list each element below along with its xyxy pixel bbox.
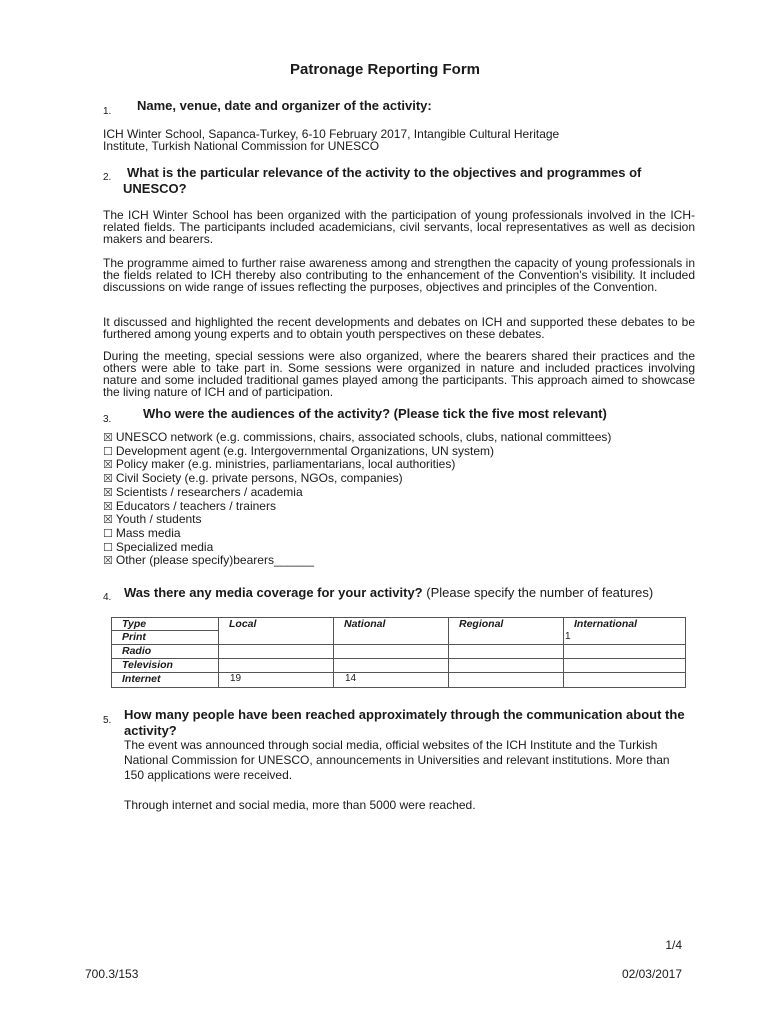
option-label: Educators / teachers / trainers [115, 498, 276, 513]
q2-question: What is the particular relevance of the activity to the objectives and programmes of [127, 165, 642, 180]
q3-heading [103, 406, 607, 427]
audience-option-unesco-network[interactable] [103, 431, 611, 445]
checkbox-unchecked-icon[interactable]: ☐ [103, 526, 113, 540]
audience-option-development-agent[interactable] [103, 445, 611, 459]
q2-paragraph: It discussed and highlighted the recent developments and debates on ICH and supported these debates to be furthered among young experts and to obtain youth perspectives on these debates. [103, 315, 695, 341]
checkbox-unchecked-icon[interactable]: ☐ [103, 444, 113, 458]
header-international: International [564, 618, 686, 631]
table-header-row [112, 618, 686, 631]
cell-local[interactable] [219, 645, 334, 659]
audience-option-policy-maker[interactable] [103, 458, 611, 472]
q1-answer-line: Institute, Turkish National Commission for UNESCO [103, 139, 380, 153]
q1-answer [103, 128, 695, 152]
row-type: Radio [112, 645, 219, 659]
checkbox-checked-icon[interactable]: ☒ [103, 513, 113, 527]
q5-answer [124, 738, 670, 813]
q3-question: Who were the audiences of the activity? (Please tick the five most relevant) [143, 406, 607, 421]
q5-number: 5. [103, 715, 112, 726]
table-row [112, 659, 686, 673]
header-national: National [334, 618, 449, 631]
q1-number: 1. [103, 106, 112, 117]
table-row [112, 673, 686, 688]
row-type: Print [112, 631, 219, 645]
q5-heading [103, 707, 743, 738]
checkbox-checked-icon[interactable]: ☒ [103, 458, 113, 472]
cell-national[interactable] [334, 645, 449, 659]
q4-number: 4. [103, 592, 112, 603]
checkbox-unchecked-icon[interactable]: ☐ [103, 540, 113, 554]
audience-option-other[interactable] [103, 554, 611, 568]
q2-number: 2. [103, 172, 112, 183]
cell-local[interactable] [219, 659, 334, 673]
header-type: Type [112, 618, 219, 631]
option-label: Other (please specify)bearers______ [115, 553, 314, 568]
checkbox-checked-icon[interactable]: ☒ [103, 472, 113, 486]
q4-question-note: (Please specify the number of features) [422, 585, 654, 600]
row-type: Internet [112, 673, 219, 688]
cell-regional[interactable] [449, 631, 564, 645]
q4-question: Was there any media coverage for your activity? [124, 585, 423, 600]
document-reference: 700.3/153 [85, 967, 139, 981]
q2-paragraph: The programme aimed to further raise awareness among and strengthen the capacity of young professionals in the fields related to ICH thereby also contributing to the enhancement of the Convention's visibility. It included discussions on wide range of issues reflecting the purposes, objectives and principles of the Convention. [103, 256, 695, 294]
q2-heading [103, 165, 703, 196]
cell-regional[interactable] [449, 659, 564, 673]
audience-option-youth[interactable] [103, 513, 611, 527]
option-label: Policy maker (e.g. ministries, parliamentarians, local authorities) [115, 457, 456, 472]
q1-question: Name, venue, date and organizer of the activity: [137, 98, 432, 113]
checkbox-checked-icon[interactable]: ☒ [103, 431, 113, 444]
option-label: Youth / students [115, 512, 202, 527]
audience-option-scientists[interactable] [103, 486, 611, 500]
audience-option-mass-media[interactable] [103, 527, 611, 541]
page-number: 1/4 [665, 938, 682, 952]
option-label: Scientists / researchers / academia [115, 484, 303, 499]
option-label: UNESCO network (e.g. commissions, chairs, associated schools, clubs, national committees) [115, 430, 612, 444]
q2-paragraph: During the meeting, special sessions were also organized, where the bearers shared their practices and the others were able to take part in. Some sessions were organized in nature and included practices involving nature and some included traditional games played among the participants. This approach aimed to showcase the living nature of ICH and of participation. [103, 349, 695, 399]
q2-paragraph: The ICH Winter School has been organized with the participation of young professionals involved in the ICH-related fields. The participants included academicians, civil servants, local representatives as well as decision makers and bearers. [103, 208, 695, 246]
option-label: Mass media [115, 525, 181, 540]
cell-national[interactable]: 14 [334, 673, 449, 688]
option-label: Specialized media [115, 539, 214, 554]
audience-checklist [103, 431, 611, 568]
cell-local[interactable] [219, 631, 334, 645]
audience-option-specialized-media[interactable] [103, 541, 611, 555]
cell-national[interactable] [334, 631, 449, 645]
cell-international[interactable] [564, 659, 686, 673]
table-row [112, 645, 686, 659]
checkbox-checked-icon[interactable]: ☒ [103, 485, 113, 499]
q1-answer-line: ICH Winter School, Sapanca-Turkey, 6-10 February 2017, Intangible Cultural Heritage [103, 127, 560, 141]
page-title: Patronage Reporting Form [289, 61, 480, 78]
q5-answer-line: Through internet and social media, more than 5000 were reached. [124, 798, 476, 812]
q3-number: 3. [103, 414, 112, 425]
media-coverage-table [111, 617, 686, 688]
option-label: Development agent (e.g. Intergovernmental Organizations, UN system) [115, 443, 495, 458]
cell-international[interactable] [564, 673, 686, 688]
cell-international[interactable]: 1 [564, 631, 686, 645]
row-type: Television [112, 659, 219, 673]
cell-international[interactable] [564, 645, 686, 659]
audience-option-civil-society[interactable] [103, 472, 611, 486]
document-date: 02/03/2017 [621, 967, 682, 981]
checkbox-checked-icon[interactable]: ☒ [103, 554, 113, 568]
cell-national[interactable] [334, 659, 449, 673]
q5-question: How many people have been reached approximately through the communication about the [124, 707, 685, 722]
cell-regional[interactable] [449, 673, 564, 688]
checkbox-checked-icon[interactable]: ☒ [103, 499, 113, 513]
cell-local[interactable]: 19 [219, 673, 334, 688]
audience-option-educators[interactable] [103, 500, 611, 514]
cell-regional[interactable] [449, 645, 564, 659]
table-row [112, 631, 686, 645]
q5-answer-line: National Commission for UNESCO, announcements in Universities and relevant institutions. More than [124, 753, 670, 767]
q1-heading [103, 98, 432, 119]
header-local: Local [219, 618, 334, 631]
q5-answer-line: 150 applications were received. [124, 768, 293, 782]
header-regional: Regional [449, 618, 564, 631]
q2-question-cont: UNESCO? [123, 181, 187, 196]
q5-answer-line: The event was announced through social media, official websites of the ICH Institute and the Turkish [124, 738, 658, 752]
q4-heading [103, 585, 654, 605]
option-label: Civil Society (e.g. private persons, NGOs, companies) [115, 471, 403, 486]
q5-question-cont: activity? [124, 723, 177, 738]
